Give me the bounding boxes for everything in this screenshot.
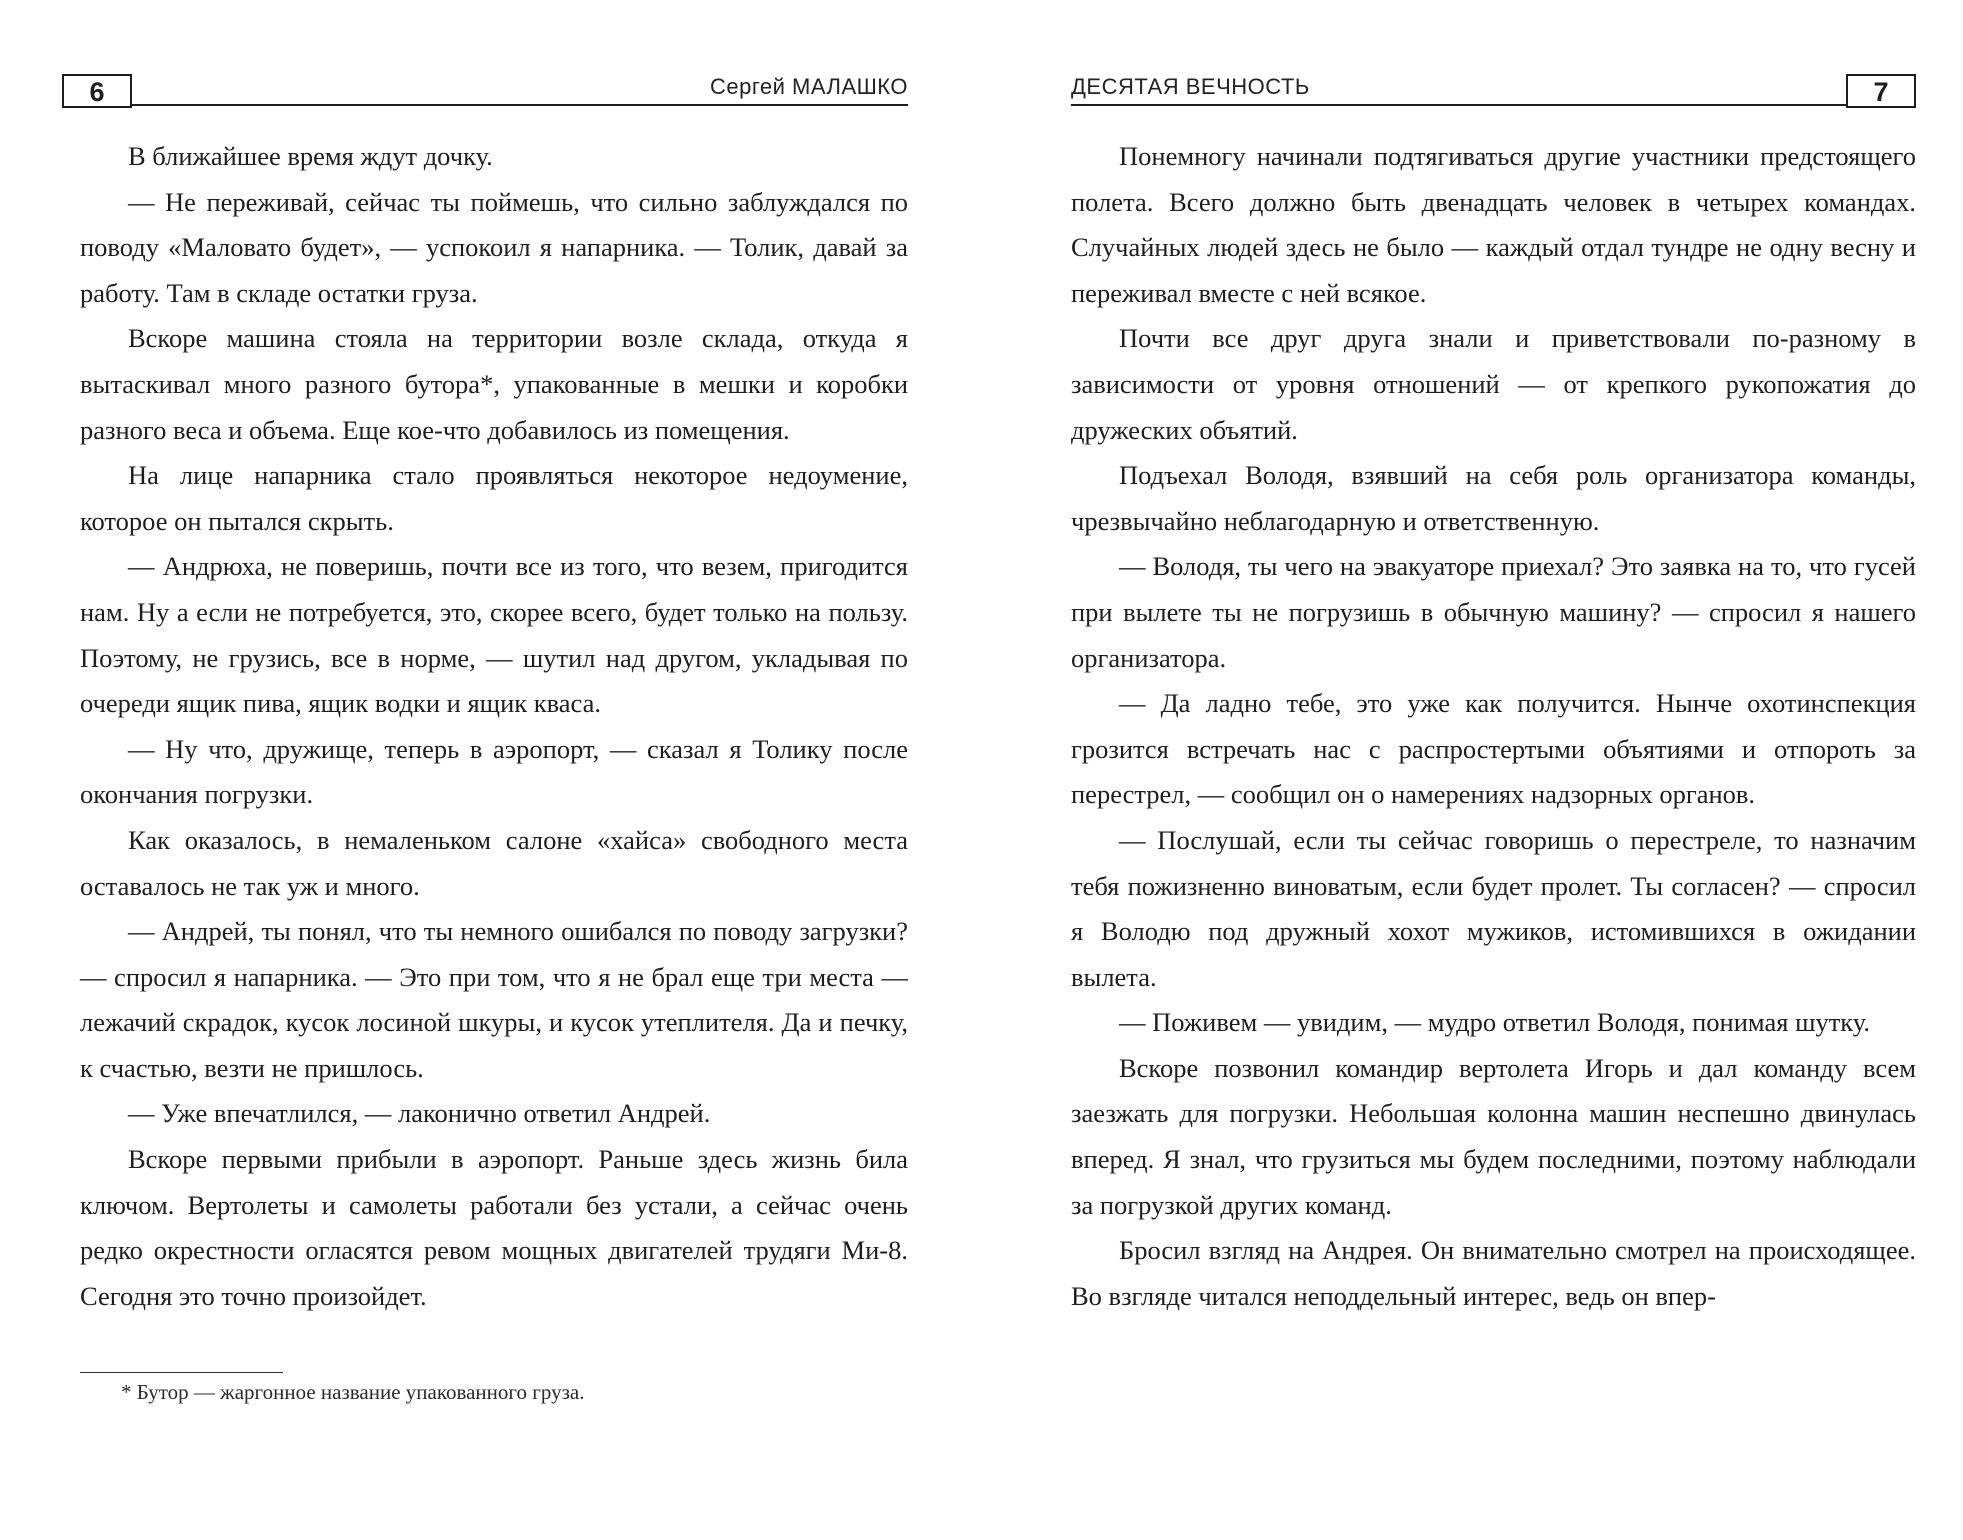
running-title-book: ДЕСЯТАЯ ВЕЧНОСТЬ (1071, 74, 1310, 99)
header-rule (62, 104, 908, 106)
running-header (1071, 68, 1916, 108)
paragraph: Как оказалось, в немаленьком салоне «хайса» свободного места оставалось не так уж и много. (80, 824, 908, 901)
paragraph: — Ну что, дружище, теперь в аэропорт, — сказал я Толику после окончания погрузки. (80, 733, 908, 810)
footnote-rule (80, 1372, 283, 1373)
paragraph: Почти все друг друга знали и приветствовали по-разному в зависимости от уровня отношений — от крепкого рукопожатия до дружеских объятий. (1071, 323, 1916, 445)
paragraph: — Да ладно тебе, это уже как получится. Нынче охотинспекция грозится встречать нас с распростертыми объятиями и отпороть за перестрел, — сообщил он о намерениях надзорных органов. (1071, 688, 1916, 810)
paragraph: Бросил взгляд на Андрея. Он внимательно смотрел на происходящее. Во взгляде читался неподдельный интерес, ведь он впер- (1071, 1235, 1916, 1311)
left-page (0, 0, 981, 1540)
paragraph: На лице напарника стало проявляться некоторое недоумение, которое он пытался скрыть. (80, 460, 908, 536)
paragraph: — Уже впечатлился, — лаконично ответил Андрей. (128, 1098, 711, 1129)
header-rule (1071, 104, 1916, 106)
paragraph: — Поживем — увидим, — мудро ответил Володя, понимая шутку. (1119, 1007, 1871, 1038)
paragraph: Вскоре первыми прибыли в аэропорт. Раньше здесь жизнь била ключом. Вертолеты и самолеты работали без устали, а сейчас очень редко окрестности огласятся ревом мощных двигателей трудяги Ми-8. Сегодня это точно произойдет. (80, 1144, 908, 1311)
paragraph: — Андрей, ты понял, что ты немного ошибался по поводу загрузки? — спросил я напарника. — Это при том, что я не брал еще три места — лежачий скрадок, кусок лосиной шкуры, и кусок утеплителя. Да и печку, к счастью, везти не пришлось. (80, 916, 908, 1083)
paragraph: — Андрюха, не поверишь, почти все из того, что везем, пригодится нам. Ну а если не потребуется, это, скорее всего, будет только на пользу. Поэтому, не грузись, все в норме, — шутил над другом, укладывая по очереди ящик пива, ящик водки и ящик кваса. (80, 551, 908, 719)
page-number: 7 (1846, 74, 1916, 108)
paragraph: — Не переживай, сейчас ты поймешь, что сильно заблуждался по поводу «Маловато будет», — успокоил я напарника. — Толик, давай за работу. Там в складе остатки груза. (80, 186, 908, 308)
paragraph: — Володя, ты чего на эвакуаторе приехал? Это заявка на то, что гусей при вылете ты не погрузишь в обычную машину? — спросил я нашего организатора. (1071, 551, 1916, 673)
paragraph: Вскоре машина стояла на территории возле склада, откуда я вытаскивал много разного бутора*, упакованные в мешки и коробки разного веса и объема. Еще кое-что добавилось из помещения. (80, 323, 908, 445)
footnote: * Бутор — жаргонное название упакованного груза. (121, 1380, 585, 1404)
paragraph: В ближайшее время ждут дочку. (128, 141, 493, 171)
paragraph: Подъехал Володя, взявший на себя роль организатора команды, чрезвычайно неблагодарную и ответственную. (1071, 460, 1916, 536)
paragraph: — Послушай, если ты сейчас говоришь о перестреле, то назначим тебя пожизненно виноватым, если будет пролет. Ты согласен? — спросил я Володю под дружный хохот мужиков, истомившихся в ожидании вылета. (1071, 824, 1916, 992)
right-page (981, 0, 1963, 1540)
running-title-author: Сергей МАЛАШКО (710, 74, 908, 99)
body-text (1071, 134, 1916, 1319)
body-text (80, 134, 908, 1319)
paragraph: Понемногу начинали подтягиваться другие участники предстоящего полета. Всего должно быть двенадцать человек в четырех командах. Случайных людей здесь не было — каждый отдал тундре не одну весну и переживал вместе с ней всякое. (1071, 141, 1916, 308)
paragraph: Вскоре позвонил командир вертолета Игорь и дал команду всем заезжать для погрузки. Небольшая колонна машин неспешно двинулась вперед. Я знал, что грузиться мы будем последними, поэтому наблюдали за погрузкой других команд. (1071, 1052, 1916, 1220)
page-number: 6 (62, 74, 132, 108)
running-header (62, 68, 908, 108)
